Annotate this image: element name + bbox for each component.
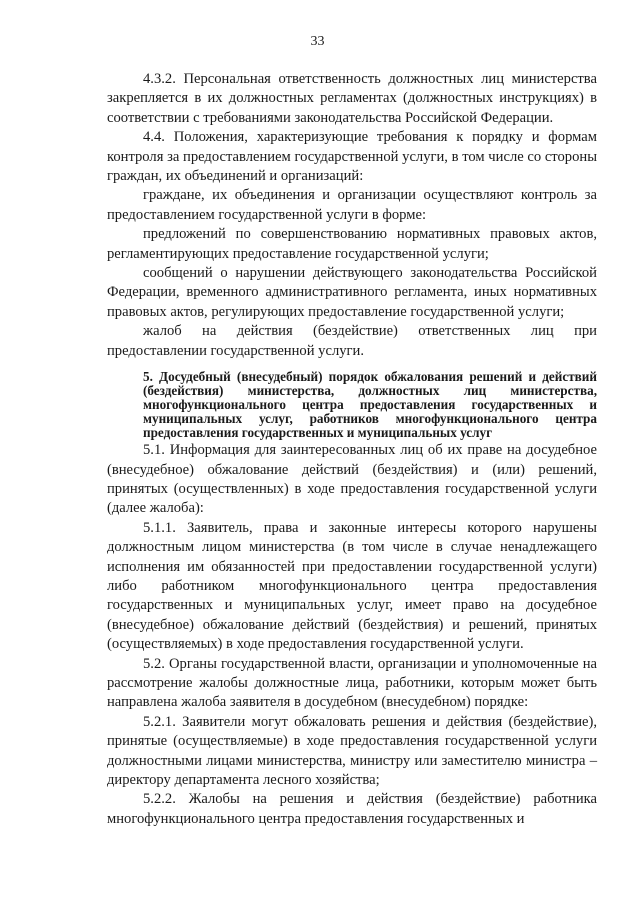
paragraph-4-4: 4.4. Положения, характеризующие требования к порядку и формам контроля за предоставлением государственной услуги, в том числе со стороны граждан, их объединений и организаций: — [107, 129, 597, 185]
paragraph-5-2-1: 5.2.1. Заявители могут обжаловать решения и действия (бездействие), принятые (осуществляемые) в ходе предоставления государственной услуги должностными лицами министерства, министру или заместителю министра – директору департамента лесного хозяйства; — [107, 713, 597, 788]
section-5-heading: 5. Досудебный (внесудебный) порядок обжалования решений и действий (бездействия) министерства, должностных лиц министерства, многофункционального центра предоставления государственных и муниципальных услуг, работников многофункционального центра предоставления государственных и муниципальных услуг — [143, 369, 597, 441]
document-body — [107, 70, 597, 829]
paragraph-5-1-1: 5.1.1. Заявитель, права и законные интересы которого нарушены должностным лицом министерства (в том числе в случае ненадлежащего исполнения им обязанностей при предоставлении государственной услуги) либо работником многофункционального центра предоставления государственных и муниципальных услуг, имеет право на досудебное (внесудебное) обжалование действий (бездействия) и решений, принятых (осуществляемых) в ходе предоставления государственной услуги. — [107, 519, 597, 653]
paragraph-complaints: жалоб на действия (бездействие) ответственных лиц при предоставлении государственной услуги. — [107, 323, 597, 359]
paragraph-5-2: 5.2. Органы государственной власти, организации и уполномоченные на рассмотрение жалобы должностные лица, работники, которым может быть направлена жалоба заявителя в досудебном (внесудебном) порядке: — [107, 655, 597, 711]
paragraph-control-forms: граждане, их объединения и организации осуществляют контроль за предоставлением государственной услуги в форме: — [107, 187, 597, 223]
paragraph-4-3-2: 4.3.2. Персональная ответственность должностных лиц министерства закрепляется в их должностных регламентах (должностных инструкциях) в соответствии с требованиями законодательства Российской Федерации. — [107, 71, 597, 126]
paragraph-5-1: 5.1. Информация для заинтересованных лиц об их праве на досудебное (внесудебное) обжалование действий (бездействия) и (или) решений, принятых (осуществленных) в ходе предоставления государственной услуги (далее жалоба): — [107, 442, 597, 517]
page-number: 33 — [310, 34, 325, 49]
paragraph-5-2-2: 5.2.2. Жалобы на решения и действия (бездействие) работника многофункционального центра предоставления государственных и — [107, 791, 597, 827]
paragraph-reports: сообщений о нарушении действующего законодательства Российской Федерации, временного административного регламента, иных нормативных правовых актов, регулирующих предоставление государственной услуги; — [107, 265, 597, 320]
paragraph-proposals: предложений по совершенствованию нормативных правовых актов, регламентирующих предоставление государственной услуги; — [107, 226, 597, 262]
